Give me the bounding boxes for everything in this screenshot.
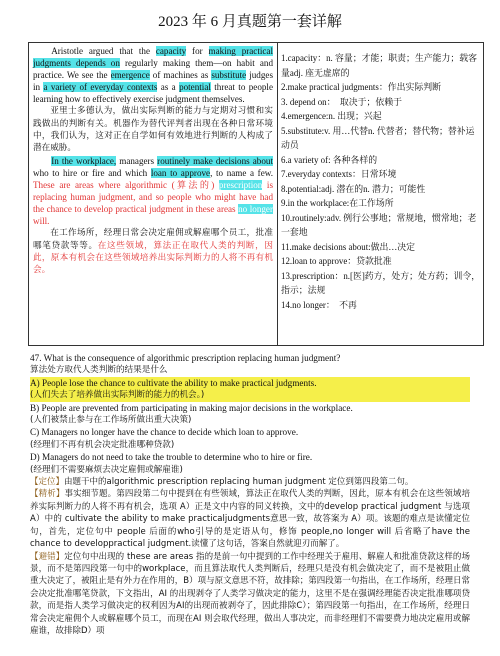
vocab-item: 5.substitute:v. 用…代替n. 代替者；替代物；替补运动员 bbox=[281, 125, 475, 150]
answer-options bbox=[30, 377, 470, 476]
translation-text-run: 在工作场所，经理日常会决定雇佣或解雇哪个员工，批准哪笔贷款等等。 bbox=[33, 228, 273, 251]
answer-option: A) People lose the chance to cultivate the ability to make practical judgments. bbox=[30, 377, 470, 389]
analysis-line: judgments意思一致，故答案为 A）项。该题的难点是读懂定位句，首先，定位句中 people 后 bbox=[30, 514, 471, 537]
vocab-item: 12.loan to approve：贷款批准 bbox=[281, 256, 392, 266]
distractor-line: 代经理，做出人事决定，而非经理们不需要费力地决定雇用或解雇谁，故排除D）项 bbox=[30, 613, 470, 636]
vocab-item: 1.capacity：n. 容量；才能；职责；生产能力；载客量adj. 座无虚席的 bbox=[281, 53, 477, 78]
passage-paragraph-1-translation: 亚里士多德认为，做出实际判断的能力与定期对习惯和实践做出的判断有关。机器作为替代评判者出现在各种日常环境中，我们认为，这对正在自学如何有效地进行判断的人构成了潜在威胁。 bbox=[33, 106, 273, 154]
answer-option-translation: (经理们不需要麻烦去决定雇佣或解雇谁) bbox=[30, 464, 183, 475]
passage-text-run: routinely make decisions about bbox=[157, 155, 273, 166]
passage-text-run: prescription bbox=[218, 179, 263, 190]
passage-text-run: of machines as bbox=[149, 70, 212, 81]
vocab-item: 10.routinely:adv. 例行公事地；常规地，惯常地；老一套地 bbox=[281, 212, 477, 237]
distractor-note bbox=[30, 551, 470, 638]
distractor-line: 人和批准贷款这样的场景，而不是第四段第一句中的workplace，而且算法取代人类判断后， bbox=[30, 551, 470, 574]
vocab-item: 11.make decisions about:做出…决定 bbox=[281, 241, 416, 252]
analysis-line: 面的who引导的是定语从句，修饰 people,no longer will 后省略了have the chance to develop bbox=[30, 526, 470, 550]
question-number: 47 bbox=[30, 353, 40, 363]
question-stem-translation: 算法处方取代人类判断的结果是什么 bbox=[30, 365, 168, 376]
analysis-line: 原本有机会在这些领域培养实际判断力的人将不再有机会，选项 A）正是文中内容的同义 bbox=[30, 489, 470, 512]
passage-text-run: threat to people learning how to effectively exercise judgment themselves. bbox=[33, 82, 273, 105]
answer-option: D) Managers do not need to take the trouble to determine who to hire or fire. bbox=[30, 452, 313, 463]
distractor-line: 准哪项贷款，而是指人类学习做决定的权利因为AI的出现而被剥夺了，因此排除C）；第四 bbox=[30, 588, 470, 612]
passage-text-run: no longer bbox=[238, 204, 273, 215]
analysis-line: 事实细节题。第四段第二句中提到在有些领域，算法正在取代人类的判断，因此， bbox=[64, 489, 376, 500]
passage-text-run: for bbox=[186, 46, 209, 56]
passage-paragraph-2 bbox=[33, 155, 273, 228]
passage-text-run: substitute bbox=[211, 70, 247, 81]
distractor-line: 项与原文意思不符，故排除；第四段第一句指出，在工作场所，经理日常会决定批准哪笔贷 bbox=[30, 576, 470, 599]
passage-text-run: , to name a few. bbox=[210, 167, 273, 178]
vocab-item: 3. depend on： 取决于；依赖于 bbox=[281, 96, 403, 107]
column-divider bbox=[277, 43, 278, 345]
passage-text-run: These are areas where algorithmic (算法的) bbox=[33, 179, 219, 190]
distractor-line: 款，下文指出，AI 的出现剥夺了人类学习做决定的能力，这里不是在强调经理能否决定批 bbox=[98, 588, 436, 599]
passage-paragraph-1 bbox=[33, 45, 273, 105]
distractor-line: 经理只是没有机会做决定了，而不是被阻止做重大决定了，被阻止是有外力在作用的，B） bbox=[30, 563, 470, 587]
translation-text-run: 在这些领域，算法正在取代人类的判断，因此，原本有机会在这些领域培养出实际判断力的人将不再有机会。 bbox=[33, 240, 273, 276]
vocab-item: 4.emergence:n. 出现；兴起 bbox=[281, 111, 382, 121]
passage-text-run: loan to approve bbox=[150, 167, 211, 178]
passage-text-run: regularly making them—on habit and practice. We see the bbox=[33, 58, 273, 81]
passage-text-run: In the workplace, bbox=[51, 155, 117, 166]
passage-text-run: is replacing human judgment, and so people who might have had the chance to develop practical judgment in these areas bbox=[33, 179, 273, 215]
vocab-item: 6.a variety of: 各种各样的 bbox=[281, 154, 378, 165]
passage-text-run: as a bbox=[157, 82, 180, 93]
question-section bbox=[30, 352, 470, 637]
answer-option-translation: (人们失去了培养做出实际判断的能力的机会。) bbox=[30, 389, 470, 401]
vocab-item: 9.in the workplace:在工作场所 bbox=[281, 198, 394, 208]
vocab-item: 8.potential:adj. 潜在的n. 潜力；可能性 bbox=[281, 183, 426, 194]
passage-text-run: emergence bbox=[110, 70, 150, 81]
distractor-line: 段第一句指出，在工作场所，经理日常会决定雇佣个人或解雇哪个员工，而现在AI 则会取 bbox=[30, 601, 470, 624]
analysis-note bbox=[30, 488, 470, 550]
passage-text-run: Aristotle argued that the bbox=[51, 46, 156, 56]
page-title: 2023 年 6 月真题第一套详解 bbox=[158, 14, 342, 30]
passage-text-run: judges in bbox=[33, 70, 273, 93]
passage-text-run: a variety of everyday contexts bbox=[43, 82, 158, 93]
passage-column bbox=[33, 45, 273, 276]
vocab-item: 7.everyday contexts：日常环境 bbox=[281, 169, 397, 179]
analysis-tag: 【精析】 bbox=[30, 489, 65, 500]
question-stem: 47. What is the consequence of algorithmic prescription replacing human judgment? bbox=[30, 353, 341, 363]
answer-option-translation: (经理们不再有机会决定批准哪种贷款) bbox=[30, 439, 175, 450]
vocab-item: 2.make practical judgments：作出实际判断 bbox=[281, 82, 441, 92]
passage-text-run: potential bbox=[179, 82, 211, 93]
passage-table bbox=[28, 42, 484, 346]
passage-paragraph-2-translation bbox=[33, 227, 273, 276]
analysis-line: 转换，文中的develop practical judgment 与选项A）中的 cultivate the ability to make practical bbox=[30, 501, 470, 525]
passage-text-run: who to hire or fire and which bbox=[33, 167, 151, 178]
vocab-item: 13.prescription：n.[医]药方，处方；处方药；训令，指示；法规 bbox=[281, 270, 481, 295]
passage-text-run: capacity bbox=[155, 46, 187, 56]
answer-option: C) Managers no longer have the chance to decide which loan to approve. bbox=[30, 427, 299, 438]
distractor-tag: 【避错】 bbox=[30, 551, 65, 562]
answer-option-translation: (人们被禁止参与在工作场所做出重大决策) bbox=[30, 415, 192, 426]
vocabulary-column bbox=[281, 51, 481, 312]
passage-text-run: making practical judgments depends on bbox=[33, 46, 273, 69]
locate-note: 【定位】由题干中的algorithmic prescription replacing human judgment 定位到第四段第二句。 bbox=[30, 477, 414, 488]
passage-text-run: managers bbox=[116, 155, 158, 166]
analysis-line: practical judgment.读懂了这句话，答案自然就迎刃而解了。 bbox=[108, 539, 345, 550]
distractor-line: 定位句中出现的 these are areas 指的是前一句中提到的工作中经理关于雇用、解雇 bbox=[64, 551, 385, 562]
answer-option: B) People are prevented from participating in making major decisions in the workplace. bbox=[30, 402, 353, 413]
vocab-item: 14.no longer： 不再 bbox=[281, 299, 357, 310]
passage-text-run: will. bbox=[33, 216, 50, 227]
